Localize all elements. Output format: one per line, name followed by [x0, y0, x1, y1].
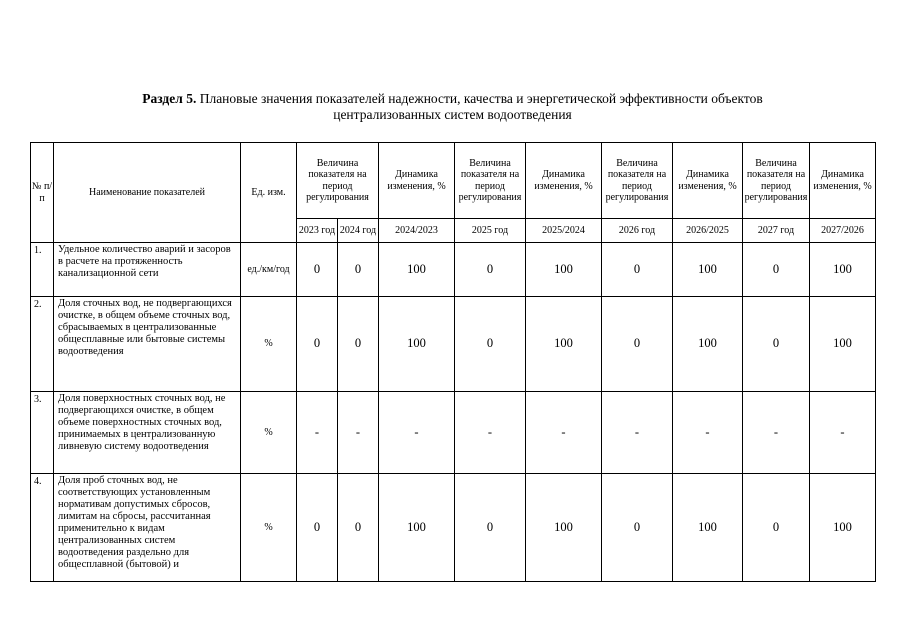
section-number: Раздел 5. — [142, 91, 197, 106]
row-value: - — [297, 392, 338, 474]
header-value-2026: Величина показателя на период регулирования — [602, 143, 673, 219]
row-value: 100 — [526, 243, 602, 297]
row-num: 2. — [31, 297, 54, 392]
row-unit: % — [241, 297, 297, 392]
row-value: - — [673, 392, 743, 474]
subheader-2026-2025: 2026/2025 — [673, 219, 743, 243]
row-value: - — [810, 392, 876, 474]
row-num: 4. — [31, 474, 54, 582]
row-value: 100 — [673, 474, 743, 582]
row-value: 100 — [810, 297, 876, 392]
row-value: 0 — [338, 297, 379, 392]
section-title-line2: централизованных систем водоотведения — [333, 107, 572, 122]
table-row — [31, 474, 876, 582]
table-row — [31, 243, 876, 297]
row-value: 0 — [602, 243, 673, 297]
row-value: 100 — [673, 297, 743, 392]
row-value: 0 — [743, 474, 810, 582]
table-row — [31, 297, 876, 392]
row-value: - — [379, 392, 455, 474]
row-unit: % — [241, 474, 297, 582]
row-name: Доля проб сточных вод, не соответствующих установленным нормативам допустимых сбросов, лимитам на сбросы, рассчитанная применительно к видам централизованных систем водоотведения раздельно для общесплавной (бытовой) и — [54, 474, 241, 582]
row-value: 0 — [455, 243, 526, 297]
row-value: - — [602, 392, 673, 474]
row-value: 0 — [455, 297, 526, 392]
row-unit: % — [241, 392, 297, 474]
subheader-2027: 2027 год — [743, 219, 810, 243]
row-value: 100 — [379, 297, 455, 392]
row-value: 0 — [743, 297, 810, 392]
header-value-2023-2024: Величина показателя на период регулирования — [297, 143, 379, 219]
row-unit: ед./км/год — [241, 243, 297, 297]
header-dynamics-2025: Динамика изменения, % — [526, 143, 602, 219]
row-num: 1. — [31, 243, 54, 297]
row-name: Доля поверхностных сточных вод, не подвергающихся очистке, в общем объеме поверхностных сточных вод, принимаемых в централизованную ливневую систему водоотведения — [54, 392, 241, 474]
row-value: 100 — [526, 297, 602, 392]
row-value: - — [338, 392, 379, 474]
subheader-2024: 2024 год — [338, 219, 379, 243]
row-value: 0 — [602, 297, 673, 392]
header-num: № п/п — [31, 143, 54, 243]
header-dynamics-2026: Динамика изменения, % — [673, 143, 743, 219]
row-value: 100 — [810, 243, 876, 297]
section-title — [30, 91, 875, 123]
row-value: - — [526, 392, 602, 474]
header-row — [31, 143, 876, 219]
indicators-table — [30, 142, 876, 582]
row-value: - — [743, 392, 810, 474]
row-value: 0 — [297, 297, 338, 392]
subheader-2024-2023: 2024/2023 — [379, 219, 455, 243]
row-value: - — [455, 392, 526, 474]
row-value: 0 — [338, 474, 379, 582]
row-value: 100 — [673, 243, 743, 297]
subheader-2023: 2023 год — [297, 219, 338, 243]
row-value: 100 — [526, 474, 602, 582]
row-value: 100 — [379, 474, 455, 582]
header-unit: Ед. изм. — [241, 143, 297, 243]
row-value: 100 — [810, 474, 876, 582]
header-value-2025: Величина показателя на период регулирования — [455, 143, 526, 219]
table-row — [31, 392, 876, 474]
subheader-2027-2026: 2027/2026 — [810, 219, 876, 243]
row-num: 3. — [31, 392, 54, 474]
row-value: 0 — [297, 474, 338, 582]
row-value: 0 — [297, 243, 338, 297]
section-title-line1: Плановые значения показателей надежности, качества и энергетической эффективности объектов — [199, 91, 763, 106]
row-value: 0 — [455, 474, 526, 582]
subheader-2025: 2025 год — [455, 219, 526, 243]
header-dynamics-2027: Динамика изменения, % — [810, 143, 876, 219]
row-value: 0 — [602, 474, 673, 582]
row-name: Удельное количество аварий и засоров в расчете на протяженность канализационной сети — [54, 243, 241, 297]
subheader-2025-2024: 2025/2024 — [526, 219, 602, 243]
row-value: 0 — [338, 243, 379, 297]
row-name: Доля сточных вод, не подвергающихся очистке, в общем объеме сточных вод, сбрасываемых в централизованные общесплавные или бытовые системы водоотведения — [54, 297, 241, 392]
header-value-2027: Величина показателя на период регулирования — [743, 143, 810, 219]
header-name: Наименование показателей — [54, 143, 241, 243]
row-value: 100 — [379, 243, 455, 297]
header-dynamics-2024: Динамика изменения, % — [379, 143, 455, 219]
row-value: 0 — [743, 243, 810, 297]
subheader-2026: 2026 год — [602, 219, 673, 243]
